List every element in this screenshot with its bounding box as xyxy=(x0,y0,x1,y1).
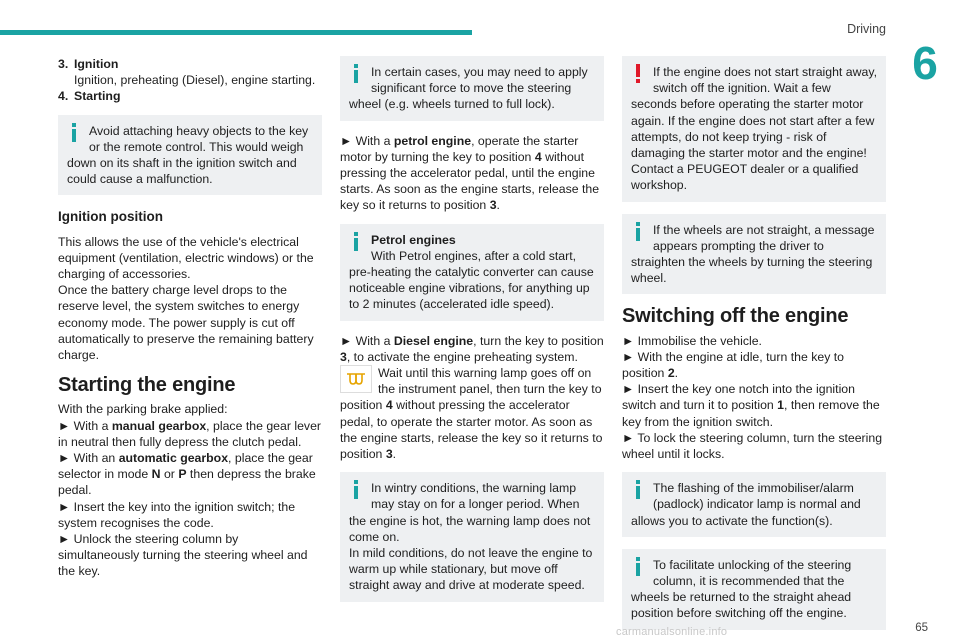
step-lock-steering: ► To lock the steering column, turn the steering wheel until it locks. xyxy=(622,430,883,462)
warning-box-engine-not-starting xyxy=(622,56,886,202)
bold-text: automatic gearbox xyxy=(118,451,229,466)
info-box-key-weight xyxy=(58,115,322,196)
list-item-starting xyxy=(58,88,322,104)
text: ► With a xyxy=(340,133,394,148)
warning-text: If the engine does not start straight away, switch off the ignition. Wait a few seconds before operating the starter motor again. If the engine does not start after a few attempts, do not keep trying - risk of damaging the starter motor and the engine! Contact a PEUGEOT dealer or a qualified workshop. xyxy=(631,65,877,193)
info-box-wintry-conditions xyxy=(340,472,604,601)
text: , turn the key to position xyxy=(473,333,604,348)
text: . xyxy=(496,198,500,213)
item-description: Ignition, preheating (Diesel), engine starting. xyxy=(74,73,316,88)
bold-text: 3 xyxy=(489,198,497,213)
text: ► Insert the key one notch into the ignition switch and turn it to position xyxy=(622,382,855,413)
bold-text: 2 xyxy=(667,366,675,381)
info-text: To facilitate unlocking of the steering column, it is recommended that the wheels be returned to the straight ahead position before switching off the engine. xyxy=(631,557,852,621)
info-box-steering-force xyxy=(340,56,604,121)
info-box-petrol-engines xyxy=(340,224,604,321)
text: then depress the brake pedal. xyxy=(58,467,316,498)
text: ► With the engine at idle, turn the key to position xyxy=(622,349,845,381)
watermark: carmanualsonline.info xyxy=(616,626,728,638)
text: . xyxy=(392,447,397,462)
bold-text: 1 xyxy=(777,398,785,413)
info-icon xyxy=(349,232,365,252)
column-1 xyxy=(58,56,322,588)
info-icon xyxy=(349,480,365,500)
text: ► With a xyxy=(58,418,112,433)
column-3 xyxy=(622,56,886,642)
paragraph-preheating-lamp xyxy=(340,365,604,462)
info-text: With Petrol engines, after a cold start, pre-heating the catalytic converter can cause noticeable engine vibrations, for anything up to 2 minutes (accelerated idle speed). xyxy=(349,248,594,312)
item-label: Ignition xyxy=(74,57,119,71)
preheating-warning-lamp-icon xyxy=(340,365,372,393)
paragraph: This allows the use of the vehicle's electrical equipment (ventilation, electric windows) or the charging of accessories. xyxy=(58,234,314,282)
step-turn-key-2 xyxy=(622,349,886,381)
bold-text: 3 xyxy=(340,349,347,364)
page-number: 65 xyxy=(915,622,928,634)
bold-text: manual gearbox xyxy=(111,418,207,433)
bold-text: P xyxy=(178,467,187,482)
info-text: In wintry conditions, the warning lamp may stay on for a longer period. When the engine is hot, the warning lamp does not come on. xyxy=(349,481,591,544)
text: ► With a xyxy=(340,333,394,348)
header-accent-bar xyxy=(0,30,472,35)
heading-switching-off-engine: Switching off the engine xyxy=(622,305,849,328)
info-text: If the wheels are not straight, a message appears prompting the driver to straighten the wheels by turning the steering wheel. xyxy=(631,222,875,286)
text: ► With an xyxy=(58,451,119,466)
paragraph: Once the battery charge level drops to the reserve level, the system switches to energy economy mode. The power supply is cut off automatically to preserve the remaining battery charge. xyxy=(58,283,314,363)
column-2 xyxy=(340,56,604,614)
item-label: Starting xyxy=(74,89,121,104)
info-icon xyxy=(67,123,83,143)
step-diesel-engine xyxy=(340,333,604,365)
step-automatic-gearbox xyxy=(58,450,322,499)
subheading-ignition-position: Ignition position xyxy=(58,209,163,225)
bold-text: 4 xyxy=(534,149,542,164)
step-unlock-steering: ► Unlock the steering column by simultaneously turning the steering wheel and the key. xyxy=(58,532,308,579)
info-icon xyxy=(631,480,647,500)
step-petrol-engine xyxy=(340,133,604,214)
info-text: In mild conditions, do not leave the engine to warm up while stationary, but move off straight away and drive at moderate speed. xyxy=(349,546,593,593)
text: , place the gear lever in neutral then fully depress the clutch pedal. xyxy=(58,418,322,449)
text: without pressing the accelerator pedal, until the engine starts. As soon as the engine starts, release the key so it returns to position xyxy=(340,149,600,213)
bold-text: 3 xyxy=(385,447,393,462)
paragraph: With the parking brake applied: xyxy=(58,402,228,417)
section-title: Driving xyxy=(847,22,886,36)
bold-text: petrol engine xyxy=(393,133,472,148)
warning-icon xyxy=(631,64,647,84)
text: without pressing the accelerator pedal, to operate the starter motor. As soon as the engine starts, release the key so it returns to position xyxy=(340,398,603,462)
heading-starting-engine: Starting the engine xyxy=(58,374,236,397)
info-icon xyxy=(631,557,647,577)
info-box-wheels-straight xyxy=(622,214,886,295)
info-icon xyxy=(349,64,365,84)
info-icon xyxy=(631,222,647,242)
text: , place the gear selector in mode xyxy=(58,451,313,482)
info-text: In certain cases, you may need to apply significant force to move the steering wheel (e.g. wheels turned to full lock). xyxy=(349,65,588,112)
text: . xyxy=(674,366,679,381)
bold-text: N xyxy=(151,467,161,482)
bold-text: Diesel engine xyxy=(393,333,474,348)
info-text: The flashing of the immobiliser/alarm (padlock) indicator lamp is normal and allows you to activate the function(s). xyxy=(631,481,861,528)
list-item-ignition xyxy=(58,56,322,72)
info-text: Avoid attaching heavy objects to the key or the remote control. This would weigh down on its shaft in the ignition switch and could cause a malfunction. xyxy=(67,123,309,187)
step-remove-key xyxy=(622,381,886,430)
step-insert-key: ► Insert the key into the ignition switch; the system recognises the code. xyxy=(58,499,296,530)
text: , to activate the engine preheating system. xyxy=(346,349,578,364)
info-box-immobiliser xyxy=(622,472,886,537)
chapter-number: 6 xyxy=(912,37,938,89)
bold-text: 4 xyxy=(385,398,393,413)
box-title: Petrol engines xyxy=(371,232,456,247)
step-manual-gearbox xyxy=(58,418,322,450)
text: or xyxy=(160,467,179,482)
info-box-unlock-steering xyxy=(622,549,886,630)
text: Wait until this warning lamp goes off on the instrument panel, then turn the key to position xyxy=(340,366,602,413)
text: , operate the starter motor by turning the key to position xyxy=(340,133,579,164)
item-number: 3. xyxy=(58,57,69,71)
item-number: 4. xyxy=(58,89,69,104)
step-immobilise: ► Immobilise the vehicle. xyxy=(622,333,762,348)
text: , then remove the key from the ignition switch. xyxy=(622,398,880,429)
